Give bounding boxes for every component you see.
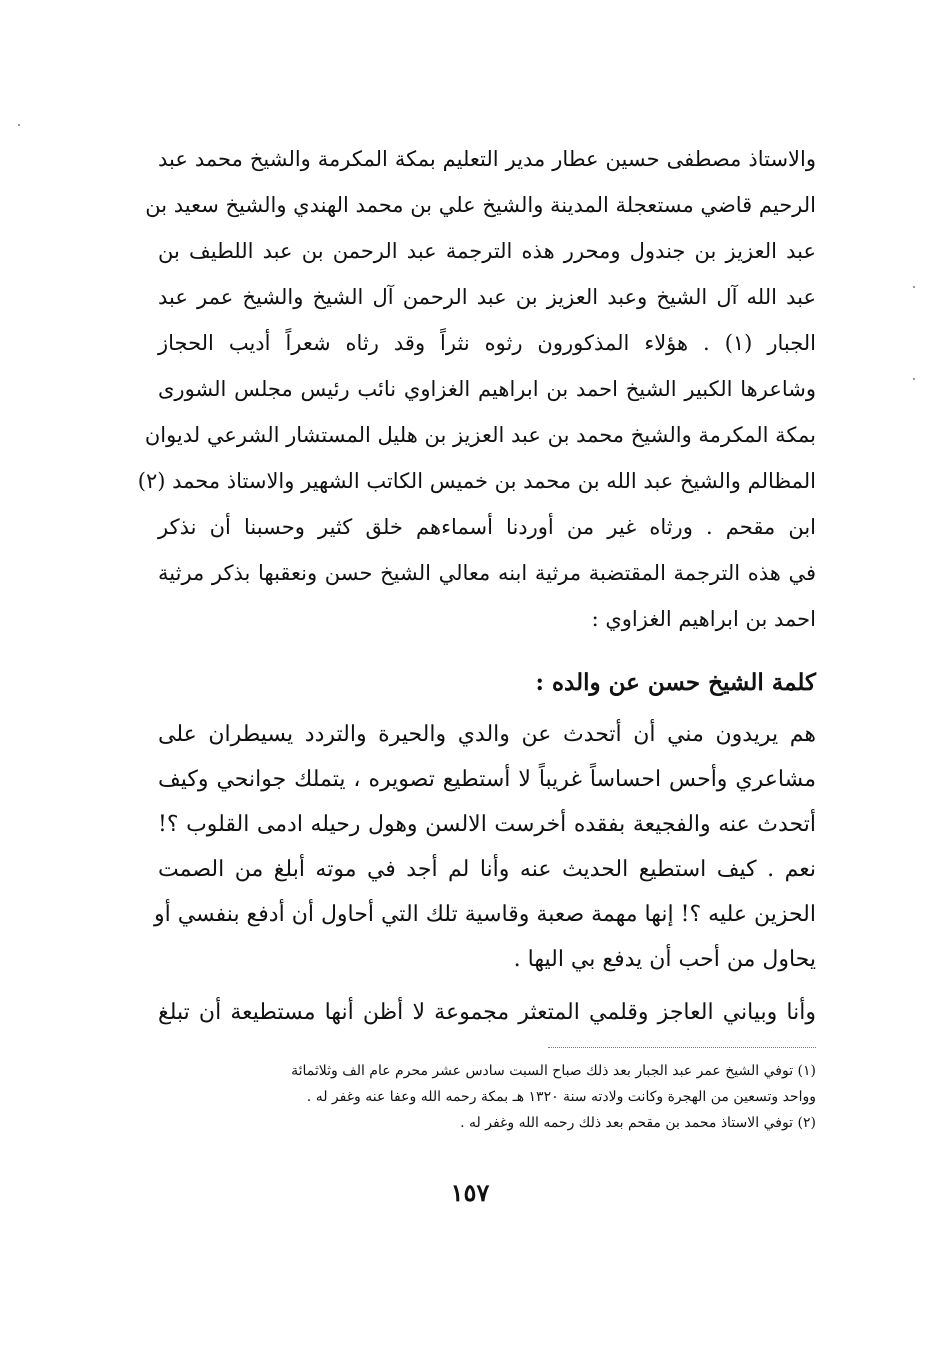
text-line: بمكة المكرمة والشيخ محمد بن عبد العزيز بن هليل المستشار الشرعي لديوان: [144, 423, 816, 447]
scan-speck: [913, 378, 915, 380]
text-line: المظالم والشيخ عبد الله بن محمد بن خميس الكاتب الشهير والاستاذ محمد (٢): [137, 469, 816, 493]
footnotes: [158, 1058, 816, 1136]
text-line: في هذه الترجمة المقتضبة مرثية ابنه معالي الشيخ حسن ونعقبها بذكر مرثية: [158, 561, 816, 585]
scan-speck: [18, 124, 20, 126]
text-line: مشاعري وأحس احساساً غريباً لا أستطيع تصويره ، يتملك جوانحي وكيف: [158, 767, 816, 792]
footnote-line: (١) توفي الشيخ عمر عبد الجبار بعد ذلك صباح السبت سادس عشر محرم عام الف وثلاثمائة: [291, 1063, 816, 1079]
text-line: احمد بن ابراهيم الغزاوي :: [591, 607, 816, 631]
text-line: الجبار (١) . هؤلاء المذكورون رثوه نثراً وقد رثاه شعراً أديب الحجاز: [158, 331, 816, 355]
scan-speck: [913, 286, 915, 288]
text-line: نعم . كيف استطيع الحديث عنه وأنا لم أجد في موته أبلغ من الصمت: [158, 857, 816, 882]
text-line: عبد العزيز بن جندول ومحرر هذه الترجمة عبد الرحمن بن عبد اللطيف بن: [158, 239, 816, 263]
text-line: هم يريدون مني أن أتحدث عن والدي والحيرة والتردد يسيطران على: [158, 722, 816, 747]
text-line: يحاول من أحب أن يدفع بي اليها .: [513, 947, 816, 972]
section-heading: كلمة الشيخ حسن عن والده :: [535, 669, 816, 696]
text-line: الرحيم قاضي مستعجلة المدينة والشيخ علي بن محمد الهندي والشيخ سعيد بن: [145, 193, 816, 217]
page-number: ١٥٧: [450, 1178, 490, 1207]
text-line: والاستاذ مصطفى حسين عطار مدير التعليم بمكة المكرمة والشيخ محمد عبد: [158, 147, 816, 171]
paragraph-1: [137, 136, 816, 642]
text-line: وشاعرها الكبير الشيخ احمد بن ابراهيم الغزاوي نائب رئيس مجلس الشورى: [158, 377, 816, 401]
text-line: عبد الله آل الشيخ وعبد العزيز بن عبد الرحمن آل الشيخ والشيخ عمر عبد: [158, 285, 816, 309]
text-line: ابن مقحم . ورثاه غير من أوردنا أسماءهم خلق كثير وحسبنا أن نذكر: [158, 515, 816, 539]
text-line: وأنا وبياني العاجز وقلمي المتعثر مجموعة لا أظن أنها مستطيعة أن تبلغ: [158, 1000, 816, 1025]
text-line: أتحدث عنه والفجيعة بفقده أخرست الالسن وهول رحيله ادمى القلوب ؟!: [158, 812, 816, 837]
footnote-separator: [548, 1047, 816, 1048]
footnote-line: (٢) توفي الاستاذ محمد بن مقحم بعد ذلك رحمه الله وغفر له .: [460, 1115, 816, 1131]
paragraph-2: [153, 712, 816, 982]
text-line: الحزين عليه ؟! إنها مهمة صعبة وقاسية تلك التي أحاول أن أدفع بنفسي أو: [153, 902, 816, 927]
footnote-line: وواحد وتسعين من الهجرة وكانت ولادته سنة ١٣٢٠ هـ بمكة رحمه الله وعفا عنه وغفر له .: [306, 1089, 816, 1105]
paragraph-3: [158, 990, 816, 1035]
